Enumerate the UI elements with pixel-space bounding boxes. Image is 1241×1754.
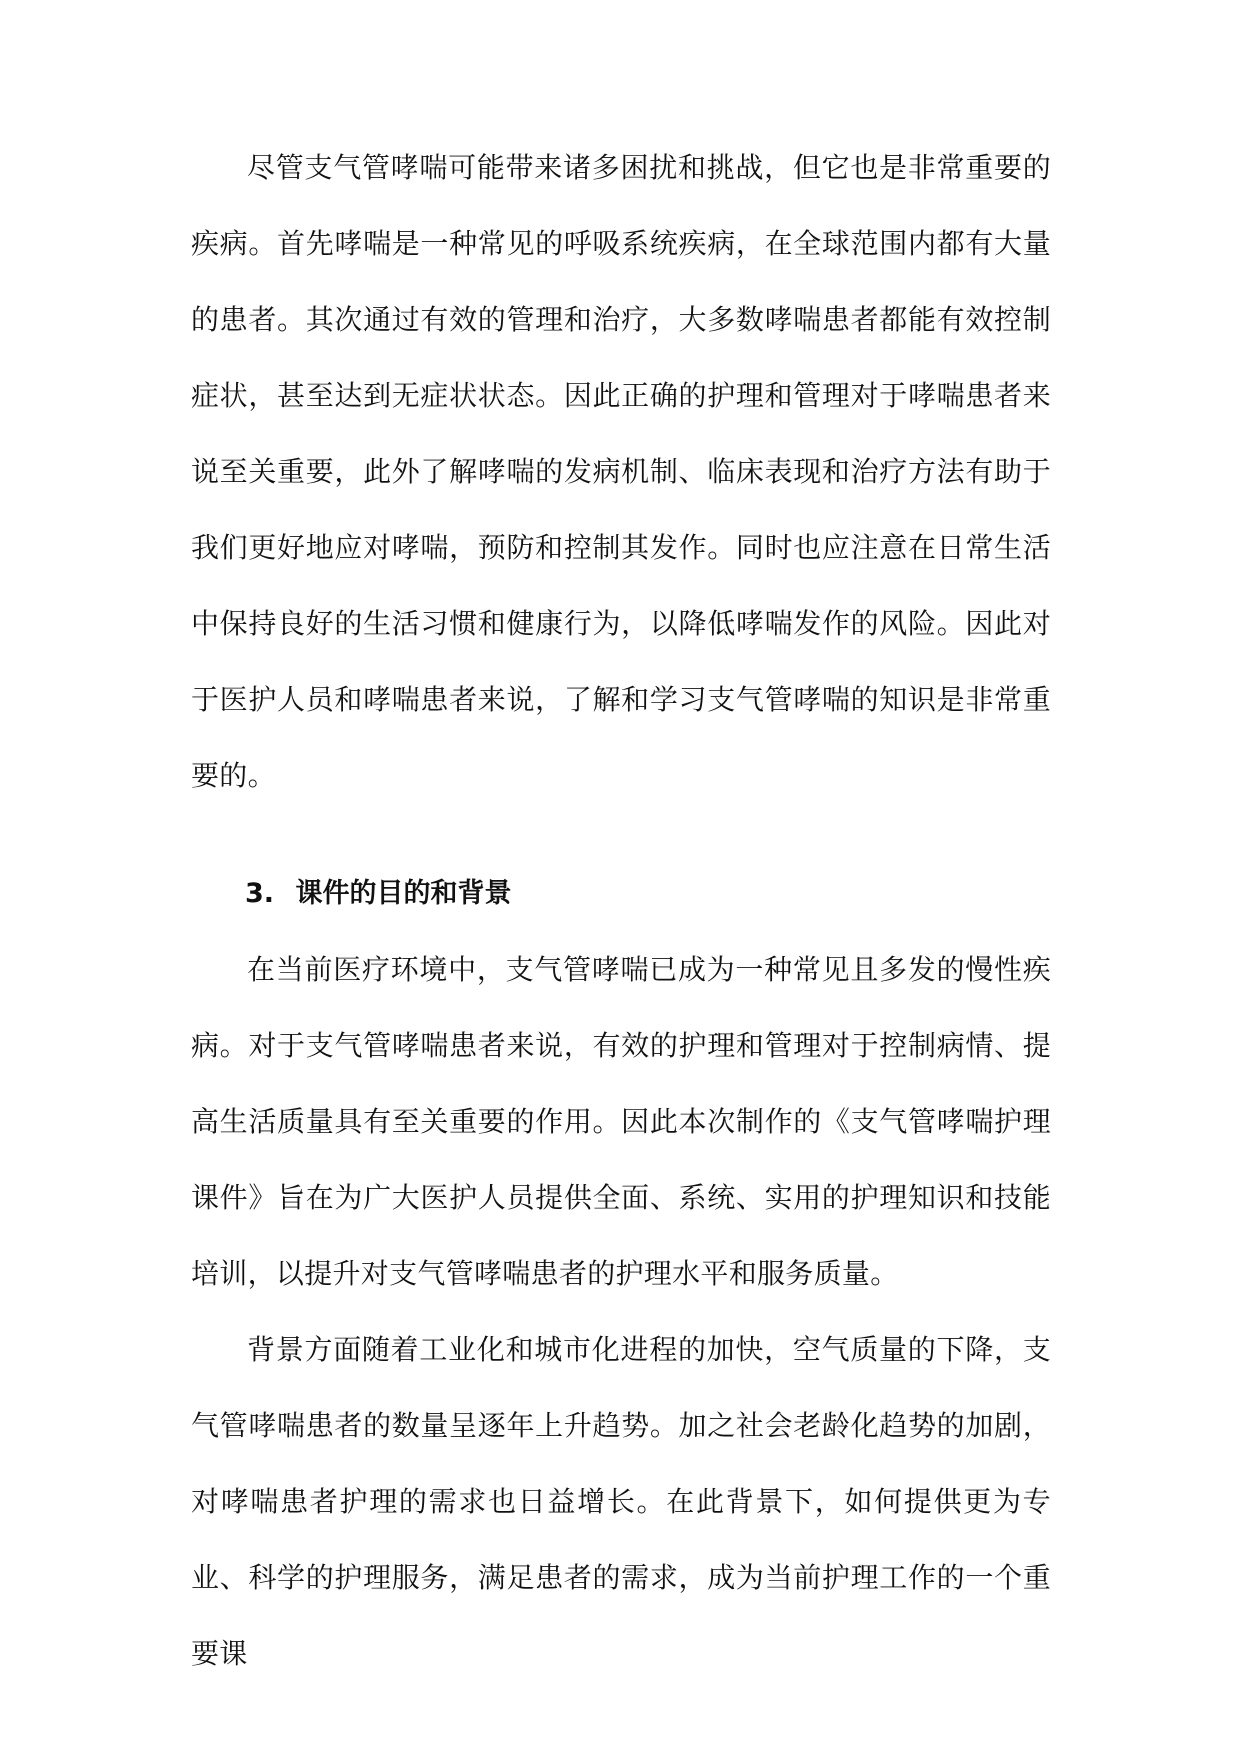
section-heading bbox=[191, 856, 1051, 932]
body-paragraph: 尽管支气管哮喘可能带来诸多困扰和挑战，但它也是非常重要的疾病。首先哮喘是一种常见的呼吸系统疾病，在全球范围内都有大量的患者。其次通过有效的管理和治疗，大多数哮喘患者都能有效控制症状，甚至达到无症状状态。因此正确的护理和管理对于哮喘患者来说至关重要，此外了解哮喘的发病机制、临床表现和治疗方法有助于我们更好地应对哮喘，预防和控制其发作。同时也应注意在日常生活中保持良好的生活习惯和健康行为，以降低哮喘发作的风险。因此对于医护人员和哮喘患者来说，了解和学习支气管哮喘的知识是非常重要的。 bbox=[191, 151, 1051, 792]
body-paragraph: 背景方面随着工业化和城市化进程的加快，空气质量的下降，支气管哮喘患者的数量呈逐年上升趋势。加之社会老龄化趋势的加剧，对哮喘患者护理的需求也日益增长。在此背景下，如何提供更为专业、科学的护理服务，满足患者的需求，成为当前护理工作的一个重要课 bbox=[191, 1333, 1051, 1670]
body-paragraph: 在当前医疗环境中，支气管哮喘已成为一种常见且多发的慢性疾病。对于支气管哮喘患者来说，有效的护理和管理对于控制病情、提高生活质量具有至关重要的作用。因此本次制作的《支气管哮喘护理课件》旨在为广大医护人员提供全面、系统、实用的护理知识和技能培训，以提升对支气管哮喘患者的护理水平和服务质量。 bbox=[191, 953, 1051, 1290]
section-number: 3. bbox=[245, 878, 275, 909]
section-title: 课件的目的和背景 bbox=[295, 878, 512, 909]
document-page bbox=[191, 130, 1051, 1692]
